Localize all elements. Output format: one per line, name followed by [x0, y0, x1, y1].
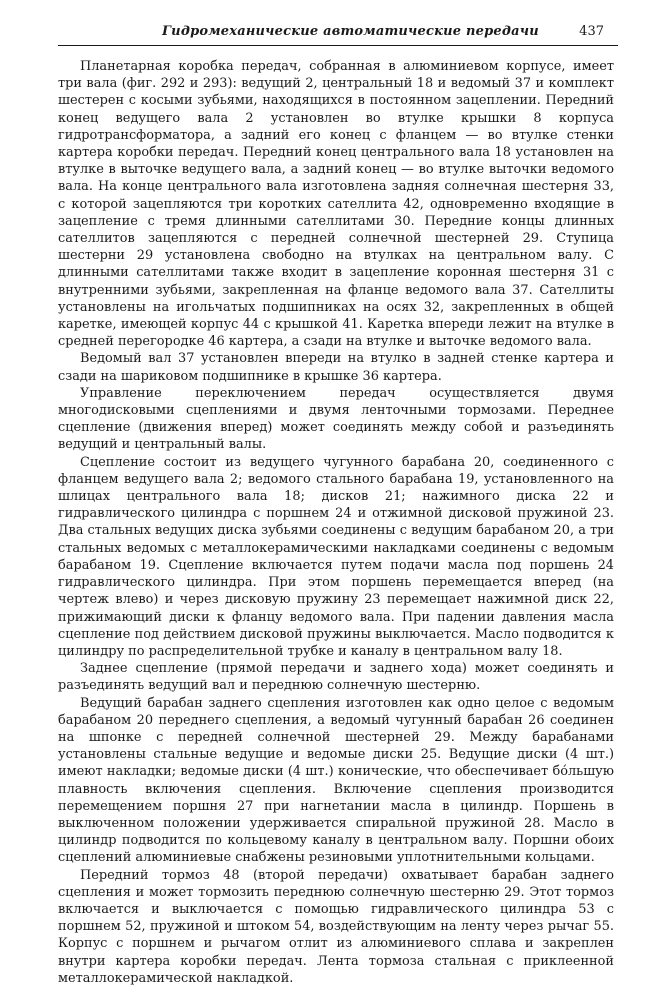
- header-rule: [58, 45, 618, 46]
- paragraph: Сцепление состоит из ведущего чугунного барабана 20, соединенного с фланцем ведущего вала 2; ведомого стального барабана 19, установленного на шлицах центрального вала 18; дисков 21; нажимного диска 22 и гидравлического цилиндра с поршнем 24 и отжимной дисковой пружиной 23. Два стальных ведущих диска зубьями соединены с ведущим барабаном 20, а три стальных ведомых с металлокерамическими накладками соединены с ведомым барабаном 19. Сцепление включается путем подачи масла под поршень 24 гидравлического цилиндра. При этом поршень перемещается вперед (на чертеж влево) и через дисковую пружину 23 перемещает нажимной диск 22, прижимающий диски к фланцу ведомого вала. При падении давления масла сцепление под действием дисковой пружины выключается. Масло подводится к цилиндру по распределительной трубке и каналу в центральном валу 18.: [58, 454, 614, 659]
- running-header: [58, 22, 618, 46]
- paragraph: Ведомый вал 37 установлен впереди на втулко в задней стенке картера и сзади на шариковом подшипнике в крышке 36 картера.: [58, 351, 614, 384]
- page-number: 437: [579, 24, 604, 39]
- paragraph: Ведущий барабан заднего сцепления изготовлен как одно целое с ведомым барабаном 20 переднего сцепления, а ведомый чугунный барабан 26 соединен на шпонке с передней солнечной шестерней 29. Между барабанами установлены стальные ведущие и ведомые диски 25. Ведущие диски (4 шт.) имеют накладки; ведомые диски (4 шт.) конические, что обеспечивает бо́льшую плавность включения сцепления. Включение сцепления производится перемещением поршня 27 при нагнетании масла в цилиндр. Поршень в выключенном положении удерживается спиральной пружиной 28. Масло в цилиндр подводится по кольцевому каналу в центральном валу. Поршни обоих сцеплений алюминиевые снабжены резиновыми уплотнительными кольцами.: [58, 695, 614, 866]
- running-title: Гидромеханические автоматические передачи: [162, 24, 539, 39]
- paragraph: Передний тормоз 48 (второй передачи) охватывает барабан заднего сцепления и может тормозить переднюю солнечную шестерню 29. Этот тормоз включается и выключается с помощью гидравлического цилиндра 53 с поршнем 52, пружиной и штоком 54, воздействующим на ленту через рычаг 55. Корпус с поршнем и рычагом отлит из алюминиевого сплава и закреплен внутри картера коробки передач. Лента тормоза стальная с приклеенной металлокерамической накладкой.: [58, 867, 614, 986]
- paragraph: Заднее сцепление (прямой передачи и заднего хода) может соединять и разъединять ведущий вал и переднюю солнечную шестерню.: [58, 661, 614, 694]
- paragraph: Управление переключением передач осуществляется двумя многодисковыми сцеплениями и двумя ленточными тормозами. Переднее сцепление (движения вперед) может соединять между собой и разъединять ведущий и центральный валы.: [58, 385, 614, 453]
- paragraph: Планетарная коробка передач, собранная в алюминиевом корпусе, имеет три вала (фиг. 292 и 293): ведущий 2, центральный 18 и ведомый 37 и комплект шестерен с косыми зубьями, находящихся в постоянном зацеплении. Передний конец ведущего вала 2 установлен во втулке крышки 8 корпуса гидротрансформатора, а задний его конец с фланцем — во втулке стенки картера коробки передач. Передний конец центрального вала 18 установлен на втулке в выточке ведущего вала, а задний конец — во втулке выточки ведомого вала. На конце центрального вала изготовлена задняя солнечная шестерня 33, с которой зацепляются три коротких сателлита 42, одновременно входящие в зацепление с тремя длинными сателлитами 30. Передние концы длинных сателлитов зацепляются с передней солнечной шестерней 29. Ступица шестерни 29 установлена свободно на втулках на центральном валу. С длинными сателлитами также входит в зацепление коронная шестерня 31 с внутренними зубьями, закрепленная на фланце ведомого вала 37. Сателлиты установлены на игольчатых подшипниках на осях 32, закрепленных в общей каретке, имеющей корпус 44 с крышкой 41. Каретка впереди лежит на втулке в средней перегородке 46 картера, а сзади на втулке и выточке ведомого вала.: [58, 59, 614, 350]
- body-text: [58, 58, 614, 987]
